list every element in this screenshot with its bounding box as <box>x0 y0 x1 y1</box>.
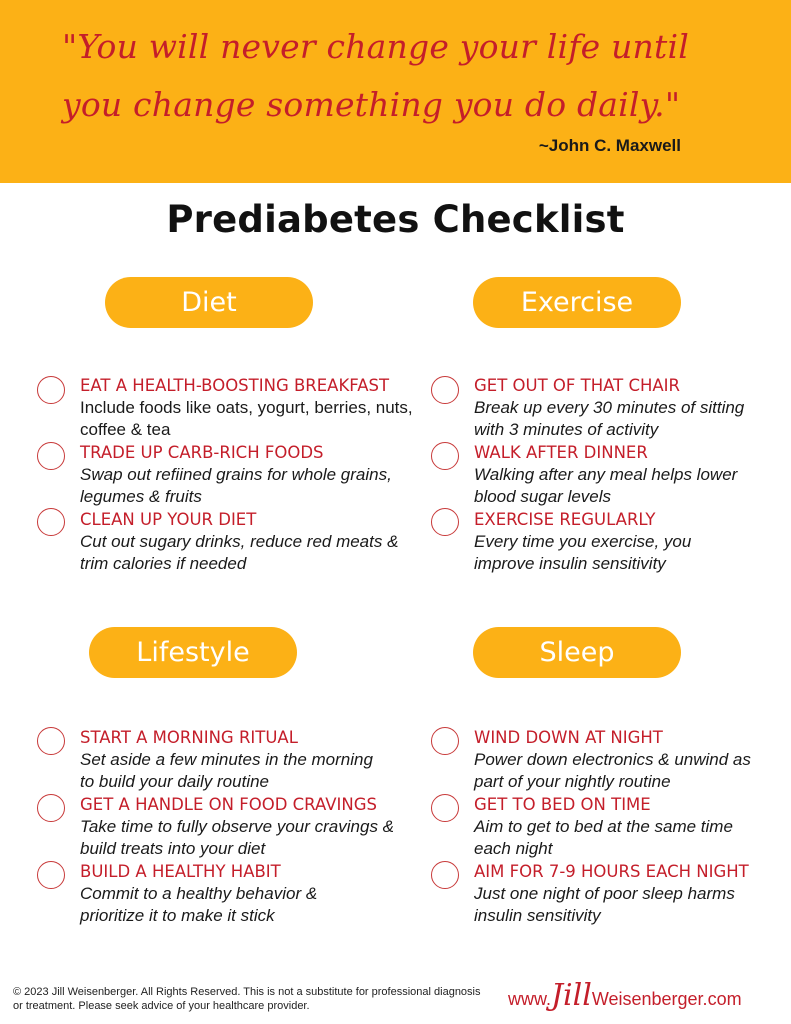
checkbox-sleep-2[interactable] <box>431 794 459 822</box>
checklist-item-diet-2 <box>80 443 420 506</box>
checkbox-exercise-2[interactable] <box>431 442 459 470</box>
item-heading: WALK AFTER DINNER <box>474 443 648 462</box>
item-heading: GET TO BED ON TIME <box>474 795 651 814</box>
copyright-notice: © 2023 Jill Weisenberger. All Rights Reserved. This is not a substitute for professional diagnosis or treatment. Please seek advice of your healthcare provider. <box>13 986 481 1012</box>
checkbox-exercise-3[interactable] <box>431 508 459 536</box>
section-pill-diet: Diet <box>105 277 313 328</box>
checkbox-diet-1[interactable] <box>37 376 65 404</box>
section-pill-sleep: Sleep <box>473 627 681 678</box>
checkbox-lifestyle-1[interactable] <box>37 727 65 755</box>
item-description: Cut out sugary drinks, reduce red meats & trim calories if needed <box>80 532 399 573</box>
item-heading: TRADE UP CARB-RICH FOODS <box>80 443 324 462</box>
item-heading: WIND DOWN AT NIGHT <box>474 728 663 747</box>
item-description: Break up every 30 minutes of sitting with 3 minutes of activity <box>474 398 745 439</box>
checklist-item-lifestyle-2 <box>80 795 420 858</box>
item-heading: AIM FOR 7-9 HOURS EACH NIGHT <box>474 862 749 881</box>
item-heading: CLEAN UP YOUR DIET <box>80 510 257 529</box>
item-heading: BUILD A HEALTHY HABIT <box>80 862 281 881</box>
checkbox-lifestyle-3[interactable] <box>37 861 65 889</box>
item-heading: GET A HANDLE ON FOOD CRAVINGS <box>80 795 377 814</box>
quote-line-1: "You will never change your life until <box>62 27 689 66</box>
checklist-item-diet-1 <box>80 376 420 439</box>
website-script-name: Jill <box>551 978 592 1013</box>
checkbox-diet-2[interactable] <box>37 442 65 470</box>
quote-line-2: you change something you do daily." <box>62 85 681 124</box>
section-pill-lifestyle: Lifestyle <box>89 627 297 678</box>
checklist-item-lifestyle-3 <box>80 862 420 925</box>
page-title: Prediabetes Checklist <box>166 198 625 241</box>
checkbox-exercise-1[interactable] <box>431 376 459 404</box>
item-heading: GET OUT OF THAT CHAIR <box>474 376 681 395</box>
quote-author: ~John C. Maxwell <box>538 136 681 155</box>
checkbox-sleep-3[interactable] <box>431 861 459 889</box>
checklist-item-exercise-3 <box>474 510 791 573</box>
item-heading: EAT A HEALTH-BOOSTING BREAKFAST <box>80 376 390 395</box>
item-description: Every time you exercise, you improve insulin sensitivity <box>474 532 692 573</box>
checklist-item-diet-3 <box>80 510 420 573</box>
section-pill-exercise: Exercise <box>473 277 681 328</box>
checkbox-diet-3[interactable] <box>37 508 65 536</box>
checklist-item-sleep-1 <box>474 728 791 791</box>
item-description: Include foods like oats, yogurt, berries, nuts, coffee & tea <box>80 398 413 439</box>
checkbox-sleep-1[interactable] <box>431 727 459 755</box>
website-link[interactable] <box>508 978 742 1013</box>
website-suffix: Weisenberger.com <box>591 989 742 1009</box>
website-prefix: www. <box>508 989 552 1009</box>
checkbox-lifestyle-2[interactable] <box>37 794 65 822</box>
quote-text <box>62 18 722 134</box>
item-description: Commit to a healthy behavior & prioritize it to make it stick <box>80 884 318 925</box>
checklist-item-sleep-3 <box>474 862 791 925</box>
checklist-item-lifestyle-1 <box>80 728 420 791</box>
item-heading: START A MORNING RITUAL <box>80 728 298 747</box>
item-description: Walking after any meal helps lower blood sugar levels <box>474 465 738 506</box>
item-description: Aim to get to bed at the same time each night <box>474 817 733 858</box>
checklist-item-exercise-2 <box>474 443 791 506</box>
item-description: Set aside a few minutes in the morning to build your daily routine <box>80 750 373 791</box>
item-description: Take time to fully observe your cravings & build treats into your diet <box>80 817 395 858</box>
item-description: Power down electronics & unwind as part of your nightly routine <box>474 750 751 791</box>
checklist-item-exercise-1 <box>474 376 791 439</box>
item-description: Just one night of poor sleep harms insulin sensitivity <box>474 884 735 925</box>
item-heading: EXERCISE REGULARLY <box>474 510 656 529</box>
quote-banner <box>0 0 791 183</box>
item-description: Swap out refiined grains for whole grains, legumes & fruits <box>80 465 392 506</box>
checklist-item-sleep-2 <box>474 795 791 858</box>
